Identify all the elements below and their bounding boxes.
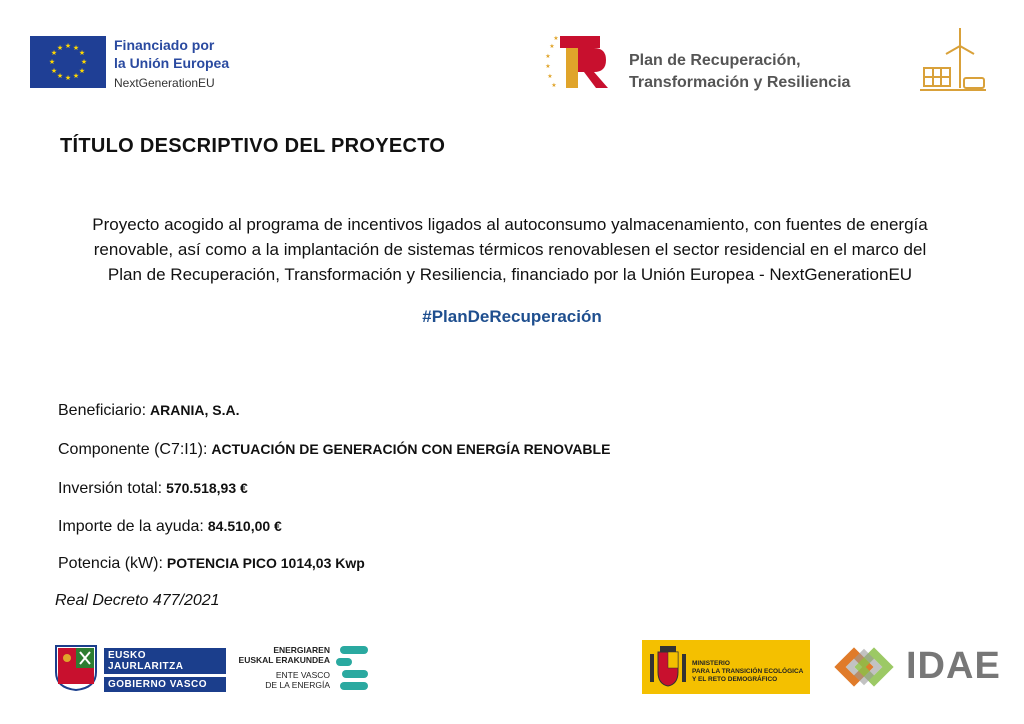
windmill-solar-icon (916, 26, 990, 96)
svg-text:★: ★ (545, 63, 551, 70)
gobierno-vasco-shield-icon (52, 642, 100, 692)
aid-field (58, 518, 282, 536)
svg-text:★: ★ (72, 72, 80, 80)
svg-text:★: ★ (78, 49, 86, 57)
svg-text:★: ★ (48, 58, 56, 66)
component-value: ACTUACIÓN DE GENERACIÓN CON ENERGÍA RENOVABLE (211, 441, 611, 457)
component-field (58, 441, 610, 459)
eve-line1: ENERGIAREN (273, 645, 330, 655)
power-value: POTENCIA PICO 1014,03 Kwp (166, 555, 365, 571)
eve-logo-text (232, 645, 330, 690)
prtr-line1: Plan de Recuperación, (629, 52, 801, 69)
svg-text:★: ★ (545, 53, 551, 60)
svg-text:★: ★ (549, 43, 555, 50)
eu-funding-logo-text (114, 36, 229, 92)
eve-line3: ENTE VASCO (275, 670, 330, 680)
prtr-logo-icon (544, 32, 616, 92)
gv-line1: EUSKO JAURLARITZA (104, 648, 226, 674)
min-line1: MINISTERIO (692, 660, 730, 667)
component-label: Componente (C7:I1): (58, 441, 208, 458)
royal-decree: Real Decreto 477/2021 (55, 592, 220, 609)
eu-line3: NextGenerationEU (114, 76, 215, 90)
svg-text:★: ★ (72, 44, 80, 52)
svg-text:★: ★ (78, 67, 86, 75)
svg-text:★: ★ (56, 44, 64, 52)
svg-text:★: ★ (64, 42, 72, 50)
prtr-line2: Transformación y Resiliencia (629, 74, 851, 91)
spain-coat-of-arms-icon (648, 646, 688, 688)
beneficiary-value: ARANIA, S.A. (150, 402, 240, 418)
svg-text:★: ★ (551, 82, 557, 89)
svg-text:★: ★ (64, 74, 72, 82)
investment-label: Inversión total: (58, 480, 163, 497)
svg-text:★: ★ (50, 49, 58, 57)
aid-value: 84.510,00 € (207, 518, 282, 534)
prtr-logo-text (629, 50, 850, 94)
description-line3: Plan de Recuperación, Transformación y Resiliencia, financiado por la Unión Europea - NextGenerationEU (107, 265, 913, 284)
svg-text:★: ★ (50, 67, 58, 75)
eve-line2: EUSKAL ERAKUNDEA (238, 655, 330, 665)
min-line3: Y EL RETO DEMOGRÁFICO (692, 676, 778, 683)
svg-text:★: ★ (547, 73, 553, 80)
gobierno-vasco-logo-text (104, 648, 226, 692)
svg-text:★: ★ (80, 58, 88, 66)
eu-line2: la Unión Europea (114, 55, 230, 71)
hashtag: #PlanDeRecuperación (422, 307, 602, 326)
eu-flag-icon (30, 36, 106, 88)
investment-value: 570.518,93 € (166, 480, 248, 496)
beneficiary-field (58, 402, 240, 420)
ministerio-logo-text (692, 660, 803, 684)
idae-logo-icon (824, 640, 904, 694)
eu-line1: Financiado por (114, 37, 215, 53)
power-field (58, 555, 365, 573)
beneficiary-label: Beneficiario: (58, 402, 147, 419)
idae-logo-text: IDAE (906, 645, 1001, 687)
gv-line2: GOBIERNO VASCO (104, 677, 226, 692)
project-title: TÍTULO DESCRIPTIVO DEL PROYECTO (60, 135, 446, 157)
min-line2: PARA LA TRANSICIÓN ECOLÓGICA (692, 668, 804, 675)
svg-text:★: ★ (56, 72, 64, 80)
aid-label: Importe de la ayuda: (58, 518, 204, 535)
power-label: Potencia (kW): (58, 555, 163, 572)
eve-line4: DE LA ENERGÍA (265, 680, 330, 690)
svg-text:★: ★ (553, 35, 559, 42)
investment-field (58, 480, 248, 498)
project-description (50, 212, 970, 287)
description-line2: renovable, así como a la implantación de sistemas térmicos renovablesen el sector residencial en el marco del (93, 240, 927, 259)
eve-e-icon (336, 644, 370, 692)
description-line1: Proyecto acogido al programa de incentivos ligados al autoconsumo yalmacenamiento, con fuentes de energía (92, 215, 928, 234)
